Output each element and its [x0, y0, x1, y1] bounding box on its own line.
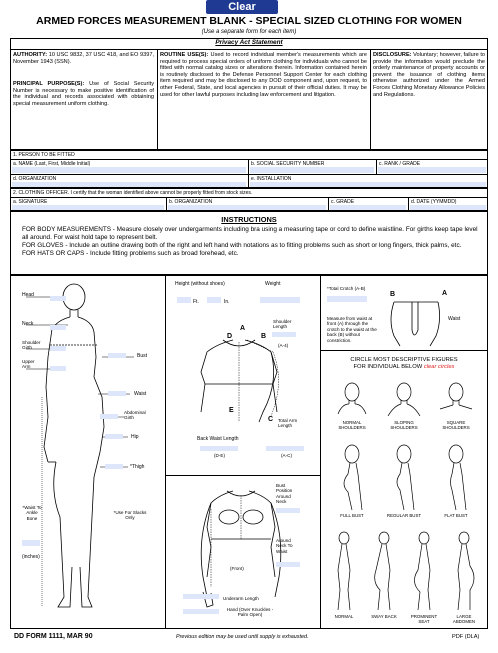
waist-field[interactable]: [108, 391, 126, 396]
full-bust-caption[interactable]: FULL BUST: [340, 513, 364, 518]
in-label: In.: [224, 299, 230, 305]
officer-organization-field[interactable]: [168, 205, 326, 210]
name-label: a. NAME (Last, First, Middle Initial): [13, 161, 91, 167]
rank-label: c. RANK / GRADE: [379, 161, 421, 167]
front-label: (Front): [230, 566, 244, 571]
underarm-length-label: Underarm Length: [223, 596, 259, 601]
neck-label: Neck: [22, 321, 34, 327]
crotch-label: *Total Crotch (A-B): [327, 286, 366, 291]
crotch-letter-b: B: [390, 291, 396, 298]
shoulder-length-label: Shoulder Length: [273, 319, 292, 330]
abdominal-girth-label: Abdominal Girth: [124, 410, 146, 421]
crotch-waist-label: Waist: [448, 316, 461, 322]
large-abdomen-caption[interactable]: LARGE ABDOMEN: [452, 614, 476, 624]
signature-field[interactable]: [12, 205, 164, 210]
upper-arm-field[interactable]: [50, 366, 66, 371]
date-field[interactable]: [410, 205, 486, 210]
hand-label: Hand (Over Knuckles - Palm Open): [226, 607, 274, 618]
disclosure-text: DISCLOSURE: Voluntary; however, failure to provide the information would preclude the orderly maintenance of property accounts or prevent the issuance of clothing items otherwise authorized under the Armed Forces Clothing Monetary Allowance Policies and Regulations.: [373, 52, 485, 98]
ssn-label: b. SOCIAL SECURITY NUMBER: [251, 161, 325, 167]
crotch-diagram: [380, 298, 450, 348]
organization-field[interactable]: [12, 182, 246, 187]
letter-c: C: [268, 416, 274, 423]
normal-shoulders-caption[interactable]: NORMAL SHOULDERS: [338, 420, 366, 430]
back-waist-length-field[interactable]: [200, 446, 238, 451]
signature-label: a. SIGNATURE: [13, 199, 48, 205]
prominent-seat-caption[interactable]: PROMINENT SEAT: [410, 614, 438, 624]
ssn-field[interactable]: [250, 167, 374, 173]
sloping-shoulders-caption[interactable]: SLOPING SHOULDERS: [390, 420, 418, 430]
body-figure-svg: [12, 277, 164, 627]
grade-field[interactable]: [330, 205, 406, 210]
clear-circles-link[interactable]: clear circles: [423, 364, 455, 370]
shoulder-length-field[interactable]: [272, 332, 296, 337]
installation-label: e. INSTALLATION: [251, 176, 292, 182]
total-arm-length-label: Total Arm Length: [278, 418, 298, 429]
weight-label: Weight: [265, 281, 281, 287]
around-neck-to-waist-field[interactable]: [276, 562, 300, 567]
bust-figures: [330, 440, 480, 512]
d-e-label: (D-E): [214, 453, 225, 458]
hand-field[interactable]: [183, 609, 219, 614]
upper-arm-label: Upper Arm: [22, 359, 35, 370]
crotch-field[interactable]: [327, 296, 367, 302]
underarm-length-field[interactable]: [183, 594, 219, 599]
total-arm-length-field[interactable]: [266, 446, 304, 451]
letter-e: E: [229, 407, 234, 414]
instructions-text: FOR BODY MEASUREMENTS - Measure closely over undergarments including bra using a measuring tape or cord to define waistline. For girths keep tape level all around. For waist hold tape to represent belt. FOR GLOVES - Include an outline drawing both of the right and left hand with notations as to fitting problems such as short or long fingers, thick palms, etc. FOR HATS OR CAPS - Include fitting problems such as broad forehead, etc.: [22, 226, 478, 257]
letter-d: D: [227, 333, 233, 340]
bust-label: Bust: [137, 353, 148, 359]
form-title: ARMED FORCES MEASUREMENT BLANK - SPECIAL SIZED CLOTHING FOR WOMEN: [36, 15, 462, 27]
purpose-text: PRINCIPAL PURPOSE(S): Use of Social Security Number is necessary to make positive identification of the individual and records associated with obtaining special measurement uniform clothing.: [13, 81, 155, 107]
abdominal-girth-field[interactable]: [100, 414, 118, 419]
sway-back-caption[interactable]: SWAY BACK: [371, 614, 397, 619]
square-shoulders-caption[interactable]: SQUARE SHOULDERS: [442, 420, 470, 430]
thigh-field[interactable]: [105, 464, 123, 469]
authority-text: AUTHORITY: 10 USC 9832, 37 USC 418, and EO 9397, November 1943 (SSN).: [13, 52, 154, 65]
previous-edition-note: Previous edition may be used until supply is exhausted.: [176, 634, 309, 640]
bust-field[interactable]: [108, 353, 126, 358]
hip-label: Hip: [131, 434, 139, 440]
waist-label: Waist: [134, 391, 147, 397]
head-label: Head: [22, 292, 34, 298]
installation-field[interactable]: [250, 182, 486, 187]
back-waist-length-label: Back Waist Length: [197, 436, 239, 442]
shoulder-figures: [330, 378, 480, 418]
crotch-letter-a: A: [442, 290, 448, 297]
thigh-label: *Thigh: [130, 464, 145, 470]
routine-use-text: ROUTINE USE(S): Used to record individual member's measurements which are required to process special orders of uniform clothing for individuals who cannot be fitted with normal catalog sizes or alterations therein. Information contained herein is routinely disclosed to the Defense Personnel Support Center for each clothing item required and may be disclosed to any DOD component and, upon request, to other Federal, State, and local agencies in pursuit of their official duties. It may be used for other lawful purposes including law enforcement and litigation.: [160, 52, 368, 98]
privacy-heading: Privacy Act Statement: [215, 39, 283, 46]
bust-position-label: Bust Position Around Neck: [276, 483, 293, 505]
bust-position-field[interactable]: [276, 508, 300, 513]
shoulder-girth-label: Shoulder Girth: [22, 340, 41, 351]
height-ft-field[interactable]: [177, 297, 191, 303]
a-c-label: (A-C): [281, 453, 292, 458]
height-label: Height (without shoes): [175, 281, 225, 287]
head-field[interactable]: [50, 296, 66, 301]
instructions-heading: INSTRUCTIONS: [221, 215, 277, 224]
neck-field[interactable]: [50, 325, 66, 330]
a-4-label: (A-4): [278, 343, 289, 348]
around-neck-to-waist-label: Around Neck To Waist: [276, 538, 293, 554]
height-in-field[interactable]: [207, 297, 221, 303]
figures-heading: CIRCLE MOST DESCRIPTIVE FIGURES FOR INDIVIDUAL BELOW clear circles: [350, 357, 458, 370]
inches-label: (inches): [22, 554, 40, 560]
form-subtitle: (Use a separate form for each item): [201, 29, 297, 35]
organization-label: d. ORGANIZATION: [13, 176, 57, 182]
section-2-heading: 2. CLOTHING OFFICER. I certify that the woman identified above cannot be properly fitted from stock sizes.: [13, 190, 253, 196]
section-1-heading: 1. PERSON TO BE FITTED: [13, 152, 75, 158]
slacks-note: *Use For Slacks Only: [113, 510, 147, 521]
regular-bust-caption[interactable]: REGULAR BUST: [386, 513, 422, 518]
name-field[interactable]: [12, 167, 246, 173]
officer-organization-label: b. ORGANIZATION: [169, 199, 213, 205]
date-label: d. DATE (YYMMDD): [411, 199, 457, 205]
crotch-desc: Measure from waist at front (A) through the crotch to the waist at the back (B) without constriction.: [327, 316, 377, 343]
pdf-label: PDF (DLA): [452, 634, 480, 640]
weight-field[interactable]: [260, 297, 300, 303]
flat-bust-caption[interactable]: FLAT BUST: [444, 513, 468, 518]
shoulder-girth-field[interactable]: [50, 346, 66, 351]
clear-button[interactable]: Clear: [206, 0, 278, 14]
hip-field[interactable]: [105, 434, 123, 439]
grade-label: c. GRADE: [331, 199, 355, 205]
letter-a: A: [240, 325, 246, 332]
form-number: DD FORM 1111, MAR 90: [14, 633, 93, 640]
ft-label: Ft.: [193, 299, 199, 305]
waist-to-ankle-field[interactable]: [22, 540, 40, 546]
posture-figures: [324, 530, 486, 612]
rank-field[interactable]: [378, 167, 486, 173]
letter-b: B: [261, 333, 267, 340]
waist-to-ankle-label: *Waist To Ankle Bone: [22, 505, 42, 521]
normal-posture-caption[interactable]: NORMAL: [334, 614, 354, 619]
